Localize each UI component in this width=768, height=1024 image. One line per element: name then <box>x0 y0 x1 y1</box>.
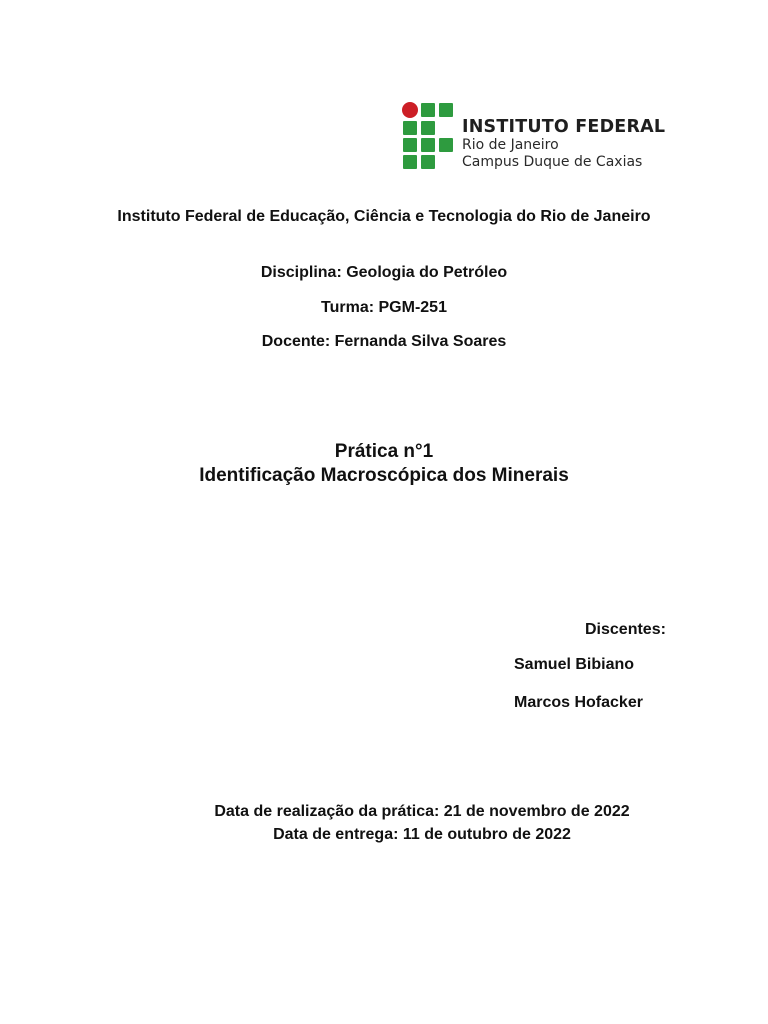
institution-logo <box>403 103 673 171</box>
logo-square <box>421 155 435 169</box>
practice-title: Prática n°1 <box>334 441 434 462</box>
logo-square <box>439 103 453 117</box>
practice-subtitle: Identificação Macroscópica dos Minerais <box>199 465 569 486</box>
institution-name: Instituto Federal de Educação, Ciência e Tecnologia do Rio de Janeiro <box>117 208 651 225</box>
logo-text <box>462 117 677 171</box>
class-code: Turma: PGM-251 <box>321 299 447 316</box>
teacher: Docente: Fernanda Silva Soares <box>261 333 507 350</box>
student-name: Marcos Hofacker <box>514 694 643 711</box>
logo-title: INSTITUTO FEDERAL <box>462 117 666 137</box>
discipline: Disciplina: Geologia do Petróleo <box>260 264 508 281</box>
logo-square <box>421 138 435 152</box>
practice-title-block <box>0 440 768 488</box>
logo-square <box>403 121 417 135</box>
logo-square <box>403 155 417 169</box>
logo-grid-icon <box>403 103 455 169</box>
logo-square <box>403 138 417 152</box>
logo-subtitle-line1: Rio de Janeiro <box>462 137 559 153</box>
date-delivery: Data de entrega: 11 de outubro de 2022 <box>273 826 571 843</box>
student-name: Samuel Bibiano <box>514 656 635 673</box>
logo-square <box>439 138 453 152</box>
logo-square <box>421 103 435 117</box>
students-label: Discentes: <box>585 621 666 638</box>
logo-square <box>421 121 435 135</box>
logo-subtitle-line2: Campus Duque de Caxias <box>462 154 643 170</box>
logo-red-dot <box>402 102 418 118</box>
dates-block <box>40 800 768 846</box>
date-performed: Data de realização da prática: 21 de novembro de 2022 <box>214 803 630 820</box>
